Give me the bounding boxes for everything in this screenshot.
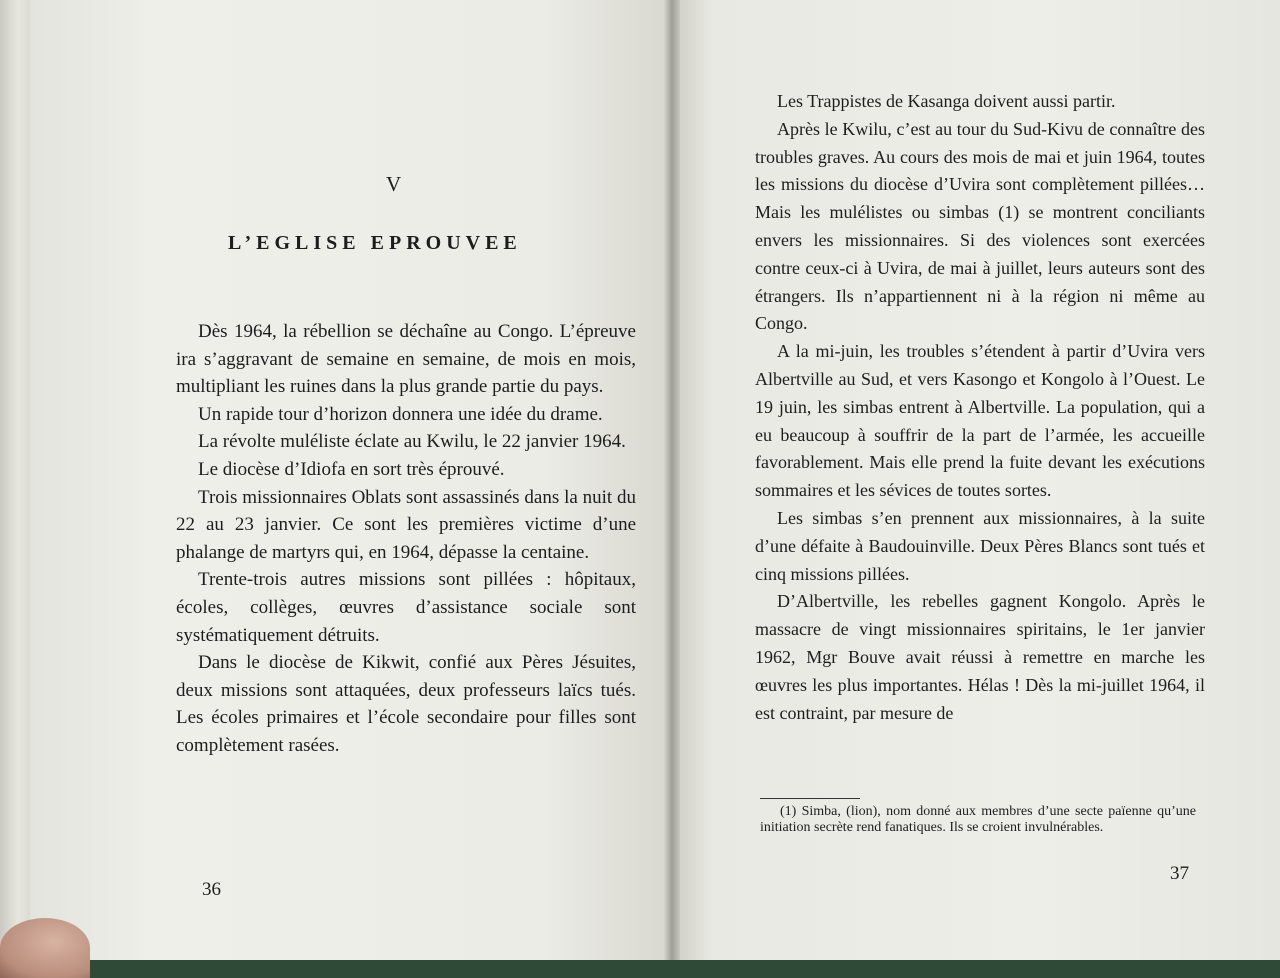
left-page-body [176,318,636,760]
paragraph: Après le Kwilu, c’est au tour du Sud-Kivu de connaître des troubles graves. Au cours des mois de mai et juin 1964, toutes les missions du diocèse d’Uvira sont complètement pillées… Mais les mulélistes ou simbas (1) se montrent conciliants envers les missionnaires. Si des violences sont exercées contre ceux-ci à Uvira, de mai à juillet, leurs auteurs sont des étrangers. Ils n’appartiennent ni à la région ni même au Congo. [755,118,1205,334]
paragraph: Les simbas s’en prennent aux missionnaires, à la suite d’une défaite à Baudouinville. Deux Pères Blancs sont tués et cinq missions pillées. [755,507,1205,584]
book-edge [0,0,30,960]
chapter-title: L’EGLISE EPROUVEE [228,232,522,254]
paragraph: D’Albertville, les rebelles gagnent Kongolo. Après le massacre de vingt missionnaires spiritains, le 1er janvier 1962, Mgr Bouve avait réussi à remettre en marche les œuvres les plus importantes. Hélas ! Dès la mi-juillet 1964, il est contraint, par mesure de [755,591,1205,723]
paragraph: Un rapide tour d’horizon donnera une idée du drame. [198,403,603,425]
paragraph: La révolte muléliste éclate au Kwilu, le 22 janvier 1964. [198,431,626,453]
paragraph: Dès 1964, la rébellion se déchaîne au Congo. L’épreuve ira s’aggravant de semaine en semaine, de mois en mois, multipliant les ruines dans la plus grande partie du pays. [176,321,636,398]
paragraph: Les Trappistes de Kasanga doivent aussi partir. [777,91,1116,111]
footnote: (1) Simba, (lion), nom donné aux membres d’une secte païenne qu’une initiation secrète rend fanatiques. Ils se croient invulnérables. [760,804,1196,835]
footnote-rule [760,798,860,799]
paragraph: Le diocèse d’Idiofa en sort très éprouvé. [198,458,505,480]
thumb [0,918,90,978]
right-page-body [755,88,1205,727]
page-number-left: 36 [202,879,221,900]
paragraph: A la mi-juin, les troubles s’étendent à partir d’Uvira vers Albertville au Sud, et vers Kasongo et Kongolo à l’Ouest. Le 19 juin, les simbas entrent à Albertville. La population, qui a eu beaucoup à souffrir de la part de l’armée, les accueille favorablement. Mais elle prend la fuite devant les exécutions sommaires et les sévices de toutes sortes. [755,341,1205,501]
paragraph: Trois missionnaires Oblats sont assassinés dans la nuit du 22 au 23 janvier. Ce sont les premières victime d’une phalange de martyrs qui, en 1964, dépasse la centaine. [176,486,636,563]
paragraph: Dans le diocèse de Kikwit, confié aux Pères Jésuites, deux missions sont attaquées, deux professeurs laïcs tués. Les écoles primaires et l’école secondaire pour filles sont complètement rasées. [176,652,636,756]
chapter-number: V [386,172,403,196]
page-number-right: 37 [1170,863,1189,884]
paragraph: Trente-trois autres missions sont pillées : hôpitaux, écoles, collèges, œuvres d’assistance sociale sont systématiquement détruits. [176,569,636,646]
book-gutter [664,0,680,960]
